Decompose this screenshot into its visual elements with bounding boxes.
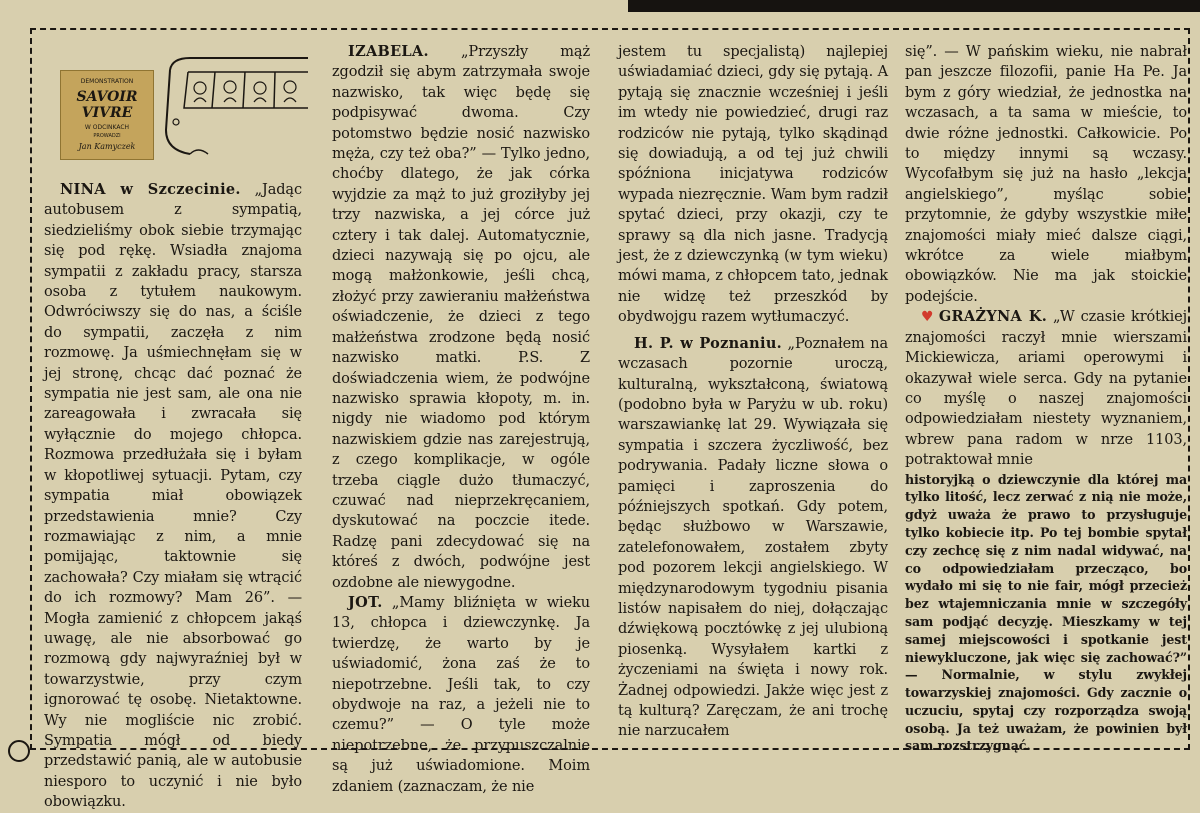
letter-izabela <box>332 42 590 593</box>
letter-jot-continued: jestem tu specjalistą) najlepiej uświadamiać dzieci, gdy się pytają. A pytają się znacznie wcześniej i jeśli im wtedy nie powiedzieć, drugi raz rodziców nie pytają, tylko skądinąd się dowiadują, a od tej już chwili spóźniona inicjatywa rodziców wypada niezręcznie. Wam bym radził spytać dzieci, przy okazji, czy te sprawy są dla nich jasne. Tradycją jest, że z dziewczynką (w tym wieku) mówi mama, z chłopcem tato, jednak nie widzę też przeszkód by obydwojgu razem wytłumaczyć. <box>618 44 888 326</box>
letter-nina <box>44 180 302 813</box>
letter-grazyna-small-text: historyjką o dziewczynie dla której ma tylko litość, lecz zerwać z nią nie może, gdyż uważa że prawo to przysługuje tylko kobiecie itp. Po tej bombie spytał czy zechcę się z nim nadal widywać, na co odpowiedziałam przecząco, bo wydało mi się to nie fair, mógł przecież bez wtajemniczania mnie w szczegóły sam podjąć decyzję. Mieszkamy w tej samej miejscowości i spotkanie jest niewykluczone, jak więc się zachować?” — Normalnie, w stylu zwykłej towarzyskiej znajomości. Gdy zacznie o uczuciu, spytaj czy rozporządza swoją osobą. Ja też uważam, że powinien był sam rozstrzygnąć. <box>905 471 1187 754</box>
letter-grazyna <box>905 307 1187 470</box>
logo-line2: SAVOIR <box>76 89 138 105</box>
letter-jot-text: „Mamy bliźnięta w wieku 13, chłopca i dziewczynkę. Ja twierdzę, że warto by je uświadomić, żona zaś że to niepotrzebne. Jeśli tak, to czy obydwoje na raz, a jeżeli nie to czemu?” — O tyle może niepotrzebne, że przypuszczalnie są już uświadomione. Moim zdaniem (zaznaczam, że nie <box>332 594 590 795</box>
column-3 <box>618 42 888 742</box>
letter-nina-text: „Jadąc autobusem z sympatią, siedzieliśmy obok siebie trzymając się pod rękę. Wsiadła znajoma sympatii z zakładu pracy, starsza osoba z tytułem naukowym. Odwróciwszy się do nas, a ściśle do sympatii, zaczęła z nim rozmowę. Ja uśmiechnęłam się w jej stronę, chcąc dać poznać że sympatia nie jest sam, ale ona nie zareagowała i zwracała się wyłącznie do mojego chłopca. Rozmowa przedłużała się i byłam w kłopotliwej sytuacji. Pytam, czy sympatia miał obowiązek przedstawienia mnie? Czy rozmawiając z nim, a mnie pomijając, taktownie się zachowała? Czy miałam się wtrącić do ich rozmowy? Mam 26”. — Mogła zamienić z chłopcem jakąś uwagę, ale nie absorbować go rozmową gdy najwyraźniej był w towarzystwie, przy czym ignorować tę osobę. Nietaktowne. Wy nie mogliście nic zrobić. Sympatia mógł od biedy przedstawić panią, ale w autobusie niesporo to uczynić i nie było obowiązku. <box>44 182 302 811</box>
letter-hp <box>618 334 888 742</box>
column-2 <box>332 42 590 795</box>
letter-hp-name: H. P. w Poznaniu. <box>634 334 783 352</box>
top-black-bar <box>628 0 1200 12</box>
letter-grazyna-text: „W czasie krótkiej znajomości raczył mnie wierszami Mickiewicza, ariami operowymi i okazywał wiele serca. Gdy na pytanie co myślę o naszej znajomości odpowiedziałam niestety wyznaniem, wbrew pana radom w nrze 1103, potraktował mnie <box>905 309 1187 469</box>
column-1 <box>44 42 302 811</box>
logo-line3: VIVRE <box>81 105 133 121</box>
letter-izabela-name: IZABELA. <box>348 43 429 60</box>
heart-icon: ♥ <box>921 309 935 326</box>
corner-ornament <box>8 740 30 762</box>
letter-jot <box>332 593 590 797</box>
letter-hp-continued: się”. — W pańskim wieku, nie nabrał pan jeszcze filozofii, panie Ha Pe. Ja bym z góry wiedział, że jednostka na wczasach, a ta sama w mieście, to dwie różne jednostki. Całkowicie. Po to między innymi są wczasy. Wycofałbym się już na hasło „lekcja angielskiego”, myśląc sobie przytomnie, że gdyby wszystkie miłe znajomości miały mieć dalsze ciągi, wkrótce za wiele miałbym obowiązków. Nie ma jak stoickie podejście. <box>905 44 1187 305</box>
logo-line1: DEMONSTRATION <box>80 78 134 85</box>
letter-nina-name: NINA w Szczecinie. <box>60 181 241 198</box>
letter-grazyna-name: GRAŻYNA K. <box>938 308 1048 326</box>
letter-hp-text: „Poznałem na wczasach pozornie uroczą, kulturalną, wykształconą, światową (podobno była w Paryżu w ub. roku) warszawiankę lat 29. Wywiązała się sympatia i szczera życzliwość, bez podrywania. Padały liczne słowa o pamięci i zaproszenia do późniejszych spotkań. Gdy potem, będąc służbowo w Warszawie, zatelefonowałem, zostałem zbyty pod pozorem lekcji angielskiego. W międzynarodowym tygodniu pisania listów napisałem do niej, dołączając dźwiękową pocztówkę z jej ulubioną piosenką. Wysyłałem kartki z życzeniami na święta i nowy rok. Żadnej odpowiedzi. Jakże więc jest z tą kulturą? Zaręczam, że ani trochę nie narzucałem <box>618 335 888 740</box>
letter-jot-name: JOT. <box>348 593 383 611</box>
logo-line6: Jan Kamyczek <box>78 142 136 151</box>
logo-line5: PROWADZI <box>93 133 121 139</box>
logo-line4: W ODCINKACH <box>84 124 130 131</box>
column-4 <box>905 42 1187 754</box>
letter-izabela-text: „Przyszły mąż zgodził się abym zatrzymała swoje nazwisko, tak więc będę się podpisywać dwoma. Czy potomstwo będzie nosić nazwisko męża, czy też oba?” — Tylko jedno, choćby dlatego, że jak córka wyjdzie za mąż to już groziłyby jej trzy nazwiska, a jej córce już cztery i tak dalej. Automatycznie, dzieci nazywają się po ojcu, ale mogą małżonkowie, jeśli chcą, złożyć przy zawieraniu małżeństwa oświadczenie, że dzieci z tego małżeństwa zrodzone będą nosić nazwisko matki. P.S. Z doświadczenia wiem, że podwójne nazwisko sprawia kłopoty, m. in. nigdy nie wiadomo pod którym nazwiskiem gdzie nas zarejestrują, z czego komplikacje, w ogóle trzeba ciągle dużo tłumaczyć, czuwać nad nieprzekręcaniem, dyskutować na poczcie itede. Radzę pani zdecydować się na któreś z dwóch, podwójne jest ozdobne ale niewygodne. <box>332 44 590 591</box>
